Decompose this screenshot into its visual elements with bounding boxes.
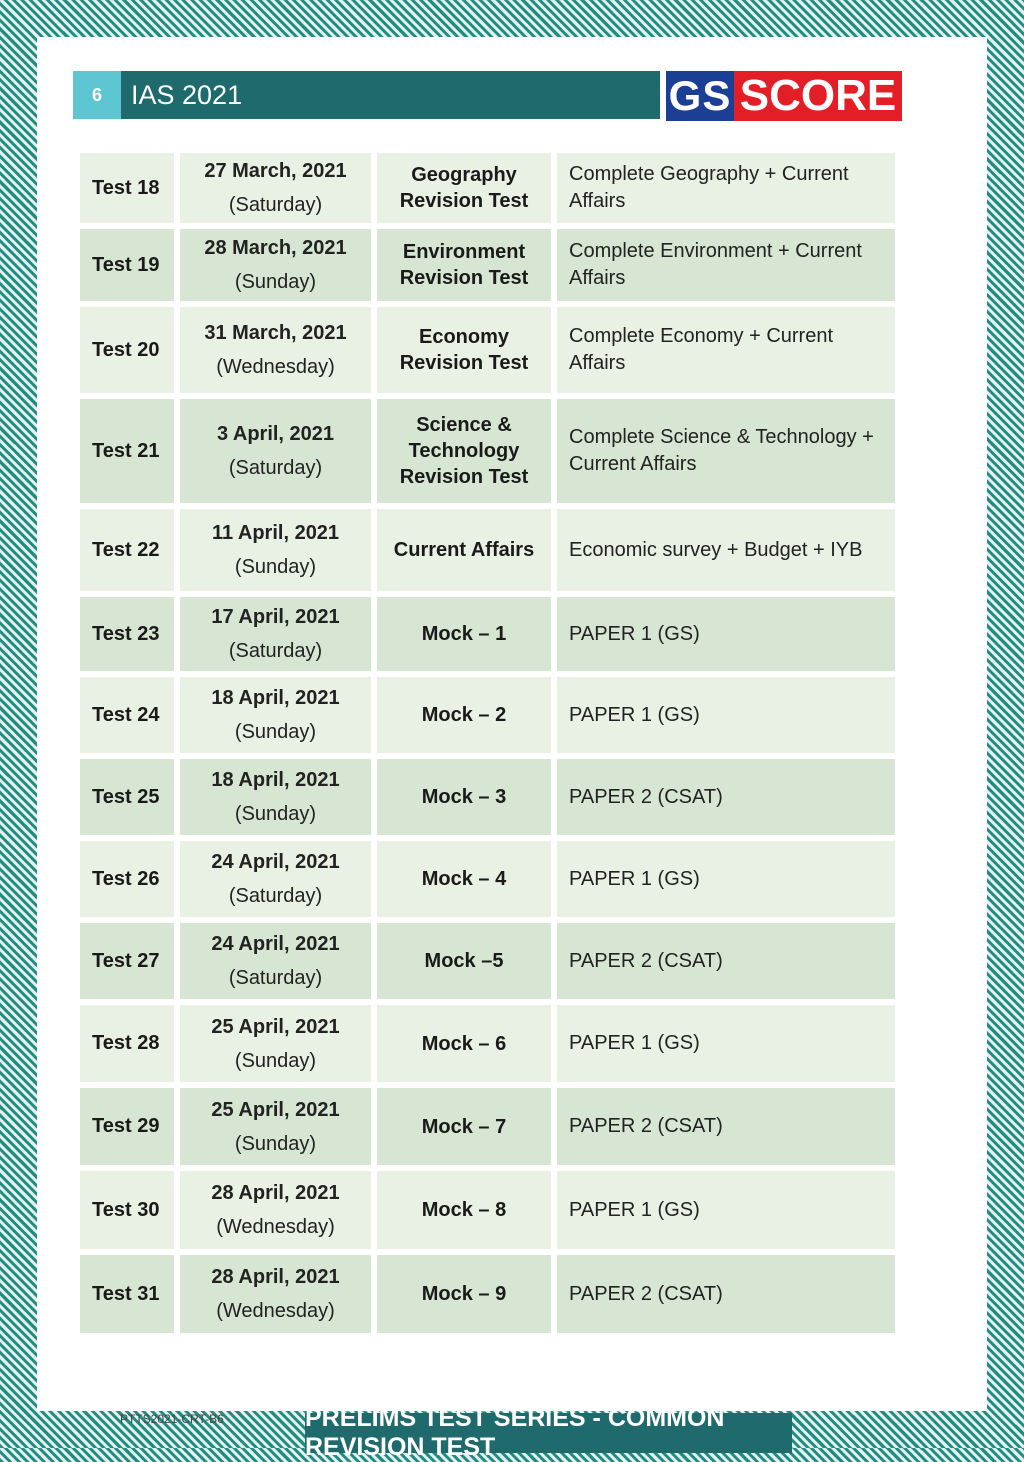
test-syllabus: PAPER 1 (GS) xyxy=(557,1005,895,1082)
test-day: (Wednesday) xyxy=(216,356,335,378)
test-day: (Sunday) xyxy=(234,1049,317,1072)
test-day: (Sunday) xyxy=(234,556,317,578)
test-date-cell xyxy=(180,923,371,999)
test-day: (Sunday) xyxy=(234,1132,317,1155)
test-date: 3 April, 2021 xyxy=(216,423,335,445)
table-row xyxy=(80,841,895,917)
table-row xyxy=(80,153,895,223)
test-number: Test 21 xyxy=(80,399,174,503)
test-number: Test 25 xyxy=(80,759,174,835)
test-syllabus: Complete Science & Technology + Current Affairs xyxy=(557,399,895,503)
test-syllabus: Complete Geography + Current Affairs xyxy=(557,153,895,223)
test-syllabus: PAPER 1 (GS) xyxy=(557,841,895,917)
test-date: 24 April, 2021 xyxy=(211,851,340,873)
footer-code: PTTS2021-CRT-B6 xyxy=(120,1412,224,1426)
test-date-cell xyxy=(180,759,371,835)
header-title: IAS 2021 xyxy=(131,79,243,110)
test-syllabus: PAPER 2 (CSAT) xyxy=(557,1255,895,1333)
test-date: 17 April, 2021 xyxy=(211,606,340,628)
table-row xyxy=(80,1005,895,1082)
test-date-cell xyxy=(180,1255,371,1333)
test-date-cell xyxy=(180,597,371,671)
test-name: Geography Revision Test xyxy=(377,153,551,223)
page-number: 6 xyxy=(73,71,121,119)
test-schedule-table xyxy=(74,147,901,1339)
test-syllabus: PAPER 1 (GS) xyxy=(557,597,895,671)
test-number: Test 27 xyxy=(80,923,174,999)
test-date-cell xyxy=(180,307,371,393)
page xyxy=(37,37,987,1461)
test-day: (Wednesday) xyxy=(216,1300,335,1322)
table-row xyxy=(80,1171,895,1249)
test-date-cell xyxy=(180,1171,371,1249)
test-name: Economy Revision Test xyxy=(377,307,551,393)
test-day: (Sunday) xyxy=(234,721,317,743)
test-date-cell xyxy=(180,509,371,591)
test-name: Mock – 2 xyxy=(377,677,551,753)
test-syllabus: PAPER 2 (CSAT) xyxy=(557,923,895,999)
test-date: 27 March, 2021 xyxy=(204,160,347,182)
test-day: (Saturday) xyxy=(228,194,323,216)
table-row xyxy=(80,597,895,671)
test-number: Test 22 xyxy=(80,509,174,591)
table-row xyxy=(80,509,895,591)
test-day: (Saturday) xyxy=(228,967,323,989)
test-number: Test 20 xyxy=(80,307,174,393)
test-date-cell xyxy=(180,399,371,503)
test-number: Test 19 xyxy=(80,229,174,301)
test-number: Test 31 xyxy=(80,1255,174,1333)
test-date: 11 April, 2021 xyxy=(211,522,340,544)
test-name: Science & Technology Revision Test xyxy=(377,399,551,503)
test-day: (Sunday) xyxy=(234,803,317,825)
test-date: 18 April, 2021 xyxy=(211,687,340,709)
test-date: 31 March, 2021 xyxy=(204,322,347,344)
test-number: Test 23 xyxy=(80,597,174,671)
test-syllabus: PAPER 1 (GS) xyxy=(557,677,895,753)
test-date-cell xyxy=(180,841,371,917)
test-number: Test 24 xyxy=(80,677,174,753)
test-syllabus: PAPER 2 (CSAT) xyxy=(557,759,895,835)
gs-score-logo xyxy=(666,71,902,121)
table-row xyxy=(80,1088,895,1165)
test-number: Test 18 xyxy=(80,153,174,223)
table-row xyxy=(80,923,895,999)
test-day: (Saturday) xyxy=(228,640,323,662)
table-row xyxy=(80,399,895,503)
logo-score: SCORE xyxy=(734,71,902,121)
test-date: 25 April, 2021 xyxy=(211,1098,340,1121)
test-date: 24 April, 2021 xyxy=(211,933,340,955)
test-name: Mock – 4 xyxy=(377,841,551,917)
test-number: Test 28 xyxy=(80,1005,174,1082)
test-name: Environment Revision Test xyxy=(377,229,551,301)
test-date: 28 April, 2021 xyxy=(211,1182,340,1204)
test-number: Test 26 xyxy=(80,841,174,917)
test-name: Mock – 8 xyxy=(377,1171,551,1249)
logo-gs: GS xyxy=(666,71,734,121)
test-date-cell xyxy=(180,1005,371,1082)
table-row xyxy=(80,677,895,753)
test-day: (Saturday) xyxy=(228,457,323,479)
test-name: Mock –5 xyxy=(377,923,551,999)
table-row xyxy=(80,229,895,301)
test-number: Test 29 xyxy=(80,1088,174,1165)
test-day: (Saturday) xyxy=(228,885,323,907)
test-syllabus: Complete Economy + Current Affairs xyxy=(557,307,895,393)
test-date: 28 April, 2021 xyxy=(211,1266,340,1288)
test-name: Mock – 1 xyxy=(377,597,551,671)
test-day: (Sunday) xyxy=(234,271,317,293)
test-date-cell xyxy=(180,229,371,301)
test-syllabus: PAPER 1 (GS) xyxy=(557,1171,895,1249)
test-day: (Wednesday) xyxy=(216,1216,335,1238)
table-row xyxy=(80,759,895,835)
table-row xyxy=(80,307,895,393)
test-date-cell xyxy=(180,1088,371,1165)
test-date: 25 April, 2021 xyxy=(211,1015,340,1038)
test-name: Mock – 9 xyxy=(377,1255,551,1333)
test-name: Mock – 6 xyxy=(377,1005,551,1082)
table-row xyxy=(80,1255,895,1333)
test-name: Mock – 3 xyxy=(377,759,551,835)
test-date-cell xyxy=(180,677,371,753)
test-name: Current Affairs xyxy=(377,509,551,591)
test-number: Test 30 xyxy=(80,1171,174,1249)
header-bar xyxy=(73,71,660,119)
footer-banner: PRELIMS TEST SERIES - COMMON REVISION TEST xyxy=(305,1413,792,1453)
test-date: 28 March, 2021 xyxy=(204,237,347,259)
test-date-cell xyxy=(180,153,371,223)
test-syllabus: Economic survey + Budget + IYB xyxy=(557,509,895,591)
test-syllabus: PAPER 2 (CSAT) xyxy=(557,1088,895,1165)
test-syllabus: Complete Environment + Current Affairs xyxy=(557,229,895,301)
test-date: 18 April, 2021 xyxy=(211,769,340,791)
test-name: Mock – 7 xyxy=(377,1088,551,1165)
